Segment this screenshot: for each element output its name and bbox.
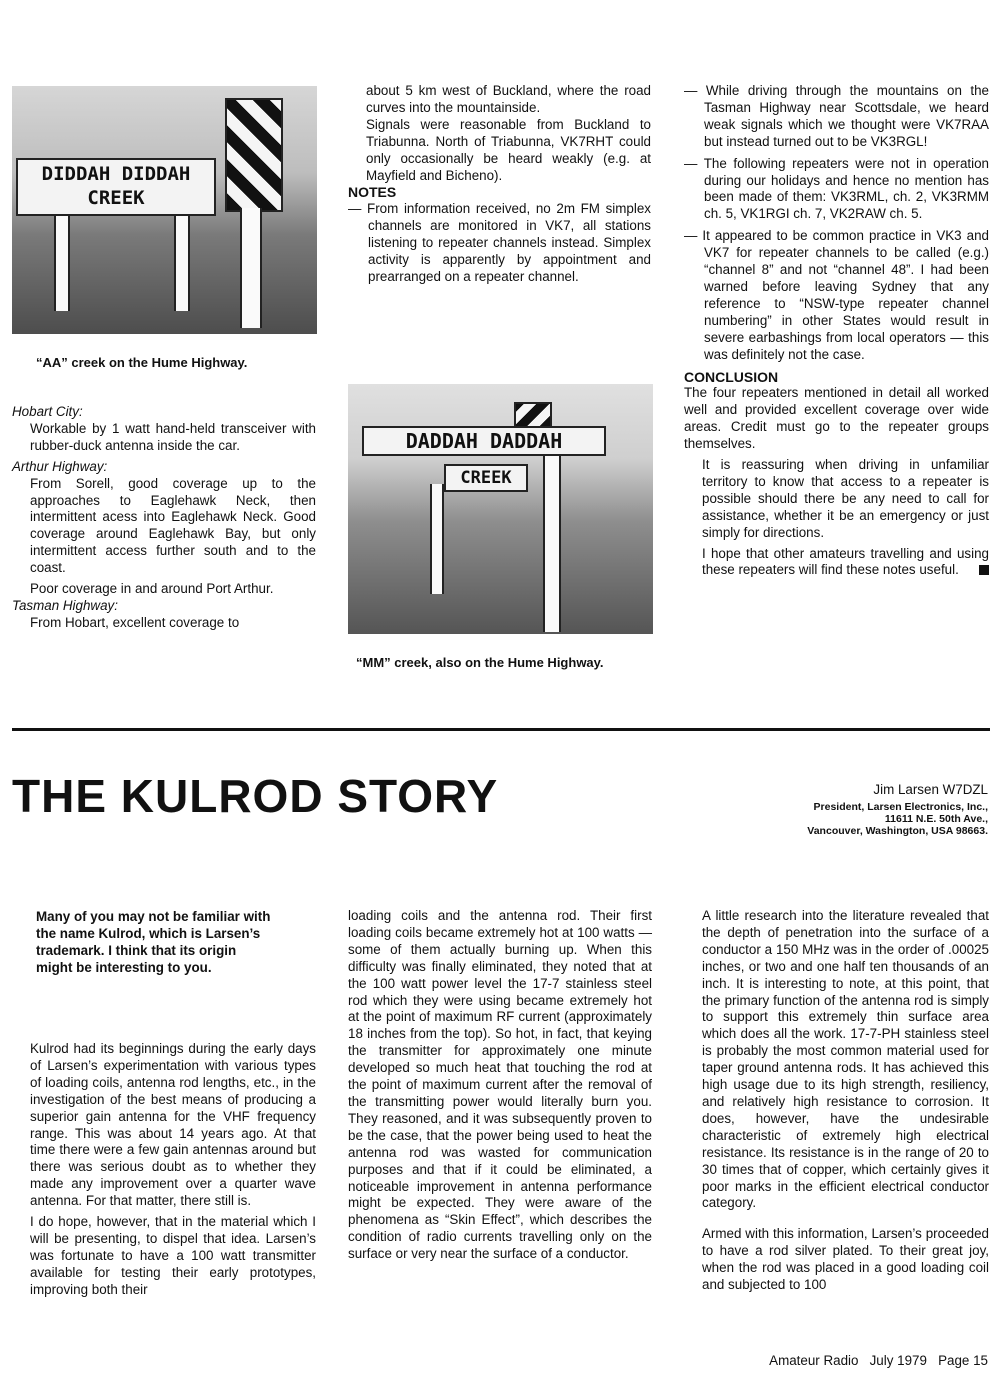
sign-post bbox=[54, 211, 70, 311]
photo-caption: “MM” creek, also on the Hume Highway. bbox=[356, 655, 604, 670]
paragraph: From Hobart, excellent coverage to bbox=[30, 614, 240, 630]
sign-post bbox=[430, 484, 444, 594]
section-heading: Hobart City: bbox=[12, 404, 83, 419]
author-affiliation bbox=[728, 801, 988, 837]
conclusion-heading: CONCLUSION bbox=[684, 368, 779, 385]
section-heading: Arthur Highway: bbox=[12, 458, 108, 474]
paragraph: Poor coverage in and around Port Arthur. bbox=[30, 581, 274, 597]
byline bbox=[728, 782, 988, 837]
affiliation-line: 11611 N.E. 50th Ave., bbox=[884, 813, 988, 825]
column-2 bbox=[348, 83, 651, 291]
article-column-1 bbox=[12, 1041, 316, 1299]
affiliation-line: President, Larsen Electronics, Inc., bbox=[813, 801, 988, 813]
sign-post bbox=[240, 208, 262, 328]
paragraph: Signals were reasonable from Buckland to Triabunna. North of Triabunna, VK7RHT could only occasionally be heard weakly (e.g. at Mayfield and Bicheno). bbox=[366, 116, 651, 183]
road-sign bbox=[16, 158, 216, 216]
paragraph: Kulrod had its beginnings during the early days of Larsen’s experimentation with various types of loading coils, antenna rod lengths, etc., in the investigation of the best means of producing a superior gain antenna for the VHF frequency range. This was about 14 years ago. At that time there were a few gain antennas around but there was serious doubt as to whether they made any improvement over a quarter wave antenna. For that matter, there still is. bbox=[30, 1041, 316, 1209]
article-column-3 bbox=[684, 908, 989, 1294]
page-footer: Amateur Radio July 1979 Page 15 bbox=[769, 1353, 988, 1368]
list-item: — While driving through the mountains on the Tasman Highway near Scottsdale, we heard weak signals which we thought were VK7RAA but instead turned out to be VK3RGL! bbox=[684, 83, 989, 149]
column-3 bbox=[684, 83, 989, 579]
paragraph: Workable by 1 watt hand-held transceiver with rubber-duck antenna inside the car. bbox=[30, 420, 316, 453]
paragraph: The four repeaters mentioned in detail all worked well and provided excellent coverage over wide areas. Credit must go to the repeater groups themselves. bbox=[684, 385, 989, 452]
road-sign-small bbox=[444, 464, 528, 492]
paragraph: about 5 km west of Buckland, where the road curves into the mountainside. bbox=[366, 83, 651, 115]
photo-daddah-creek bbox=[348, 384, 653, 634]
chevron-marker bbox=[225, 98, 283, 212]
list-item: — It appeared to be common practice in VK3 and VK7 for repeater channels to be called (e.g.) “channel 8” and not “channel 48”. I had been warned before leaving Sydney that any reference to “NSW-type repeater channel numbering” in other States would result in severe earbashings from local operators — this was definitely not the case. bbox=[684, 228, 989, 362]
section-divider bbox=[12, 728, 990, 731]
list-item: — The following repeaters were not in operation during our holidays and hence no mention has been made of them: VK3RML, ch. 2, VK3RMM ch. 5, VK1RGI ch. 7, VK2RAW ch. 5. bbox=[684, 155, 989, 222]
paragraph: It is reassuring when driving in unfamiliar territory to know that access to a repeater is possible should there be any need to call for assistance, whether it be an emergency or just simply for directions. bbox=[702, 457, 989, 540]
paragraph: A little research into the literature revealed that the depth of penetration into the surface of a conductor a 150 MHz was in the order of .00025 inches, or two and one half ten thousands of an inch. It is interesting to note, at this point, that the primary function of the antenna rod is simply to support this extremely thin surface area which does all the work. 17-7-PH stainless steel is probably the most common material used for taper ground antenna rods. It has achieved this high usage due to its high strength, resiliency, and relatively high resistance to corrosion. It does, however, have the undesirable characteristic of extremely high electrical resistance. Its resistance is in the range of 20 to 30 times that of copper, which certainly gives it poor marks in the efficient electrical conductor category. bbox=[702, 908, 989, 1211]
paragraph: loading coils and the antenna rod. Their first loading coils became extremely hot at 100 watts — some of them actually burning up. When this difficulty was finally eliminated, they noted that at the 100 watt power level the 17-7 stainless steel rod which they were using became extremely hot at the point of maximum RF current (approximately 18 inches from the top). So hot, in fact, that keying the transmitter for approximately one minute developed so much heat that touching the rod at the point of maximum current after the removal of the transmitting power would literally burn you. They reasoned, and it was subsequently proven to be the case, that the power being used to heat the antenna rod was wasted for communication purposes and that if it could be eliminated, a noticeable improvement in antenna performance might be expected. They were aware of the phenomena as “Skin Effect”, which describes the condition of radio currents travelling only on the surface or very near the surface of a conductor. bbox=[348, 908, 652, 1262]
column-1 bbox=[12, 404, 316, 632]
note-item: — From information received, no 2m FM simplex channels are monitored in VK7, all stations listening to repeater channels instead. Simplex activity is apparently by appointment and prearranged on a repeater channel. bbox=[348, 201, 651, 284]
article-intro: Many of you may not be familiar with the name Kulrod, which is Larsen’s trademark. I think that its origin might be interesting to you. bbox=[36, 909, 271, 975]
sign-post bbox=[174, 211, 190, 311]
paragraph: Armed with this information, Larsen’s proceeded to have a rod silver plated. To their great joy, when the rod was placed in a good loading coil and subjected to 100 bbox=[702, 1226, 989, 1293]
author-name: Jim Larsen W7DZL bbox=[873, 782, 988, 797]
paragraph-text: I hope that other amateurs travelling and using these repeaters will find these notes useful. bbox=[702, 545, 989, 578]
affiliation-line: Vancouver, Washington, USA 98663. bbox=[807, 825, 988, 837]
sign-line-1: DIDDAH DIDDAH bbox=[41, 163, 191, 185]
notes-heading: NOTES bbox=[348, 184, 397, 201]
paragraph bbox=[684, 546, 989, 580]
road-sign bbox=[362, 426, 606, 456]
section-heading: Tasman Highway: bbox=[12, 597, 118, 613]
sign-line-1: DADDAH DADDAH bbox=[405, 429, 563, 453]
sign-line-2: CREEK bbox=[87, 187, 145, 209]
article-title: THE KULROD STORY bbox=[12, 770, 499, 822]
photo-caption: “AA” creek on the Hume Highway. bbox=[36, 355, 248, 370]
sign-post bbox=[543, 454, 561, 632]
paragraph: From Sorell, good coverage up to the approaches to Eaglehawk Neck, then intermittent acess into Eaglehawk Neck. Good coverage around Eaglehawk Bay, but only intermittent access further south and to the coast. bbox=[30, 475, 316, 576]
photo-diddah-creek bbox=[12, 86, 317, 334]
end-mark bbox=[979, 565, 989, 575]
sign-line-2: CREEK bbox=[460, 468, 512, 488]
paragraph: I do hope, however, that in the material which I will be presenting, to dispel that idea. Larsen’s was fortunate to have a 100 watt transmitter available for testing their early prototypes, improving both their bbox=[30, 1214, 316, 1297]
article-column-2 bbox=[348, 908, 652, 1263]
